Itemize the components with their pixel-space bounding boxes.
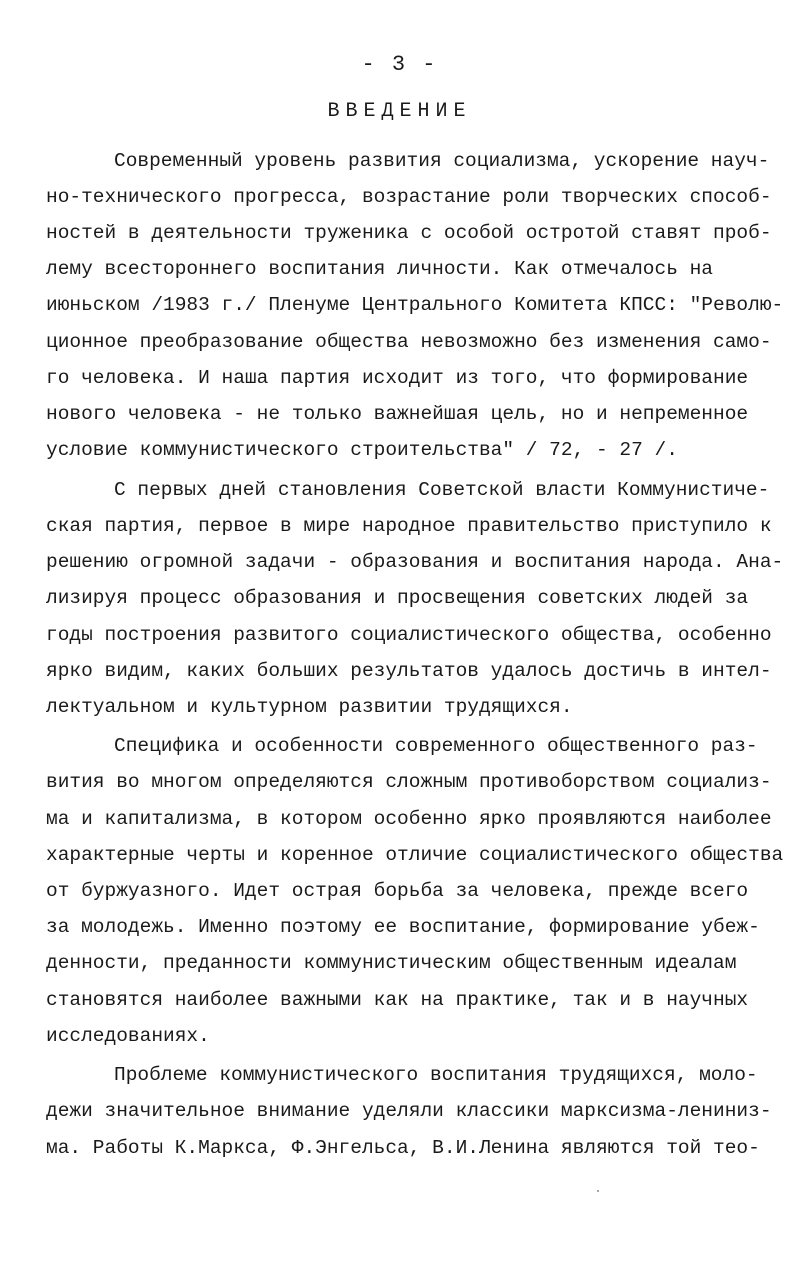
text-line: ма. Работы К.Маркса, Ф.Энгельса, В.И.Ленина являются той тео- (46, 1137, 760, 1159)
text-line: условие коммунистического строительства" / 72, - 27 /. (46, 439, 678, 461)
text-line: Проблеме коммунистического воспитания трудящихся, моло- (114, 1064, 758, 1086)
text-line: становятся наиболее важными как на практике, так и в научных (46, 989, 749, 1011)
text-line: лему всестороннего воспитания личности. Как отмечалось на (46, 258, 714, 280)
text-line: июньском /1983 г./ Пленуме Центрального Комитета КПСС: "Револю- (46, 294, 784, 316)
text-line: за молодежь. Именно поэтому ее воспитание, формирование убеж- (46, 916, 760, 938)
text-line: вития во многом определяются сложным противоборством социализ- (46, 771, 772, 793)
section-heading: ВВЕДЕНИЕ (327, 100, 472, 123)
text-line: характерные черты и коренное отличие социалистического общества (46, 844, 784, 866)
text-line: денности, преданности коммунистическим общественным идеалам (46, 952, 737, 974)
text-line: ская партия, первое в мире народное правительство приступило к (46, 515, 772, 537)
text-line: исследованиях. (46, 1025, 210, 1047)
text-line: годы построения развитого социалистического общества, особенно (46, 624, 772, 646)
text-line: решению огромной задачи - образования и воспитания народа. Ана- (46, 551, 784, 573)
text-line: ярко видим, каких больших результатов удалось достичь в интел- (46, 660, 772, 682)
text-line: лектуальном и культурном развитии трудящихся. (46, 696, 573, 718)
text-line: го человека. И наша партия исходит из того, что формирование (46, 367, 749, 389)
text-line: лизируя процесс образования и просвещения советских людей за (46, 587, 749, 609)
text-line: дежи значительное внимание уделяли классики марксизма-лениниз- (46, 1100, 772, 1122)
text-line: Современный уровень развития социализма, ускорение науч- (114, 150, 770, 172)
text-line: Специфика и особенности современного общественного раз- (114, 735, 758, 757)
text-line: от буржуазного. Идет острая борьба за человека, прежде всего (46, 880, 749, 902)
text-line: но-технического прогресса, возрастание роли творческих способ- (46, 186, 772, 208)
text-line: С первых дней становления Советской власти Коммунистиче- (114, 479, 770, 501)
text-line: нового человека - не только важнейшая цель, но и непременное (46, 403, 749, 425)
text-line: ностей в деятельности труженика с особой остротой ставят проб- (46, 222, 772, 244)
paper-speck (597, 1190, 599, 1192)
page-number: - 3 - (361, 52, 438, 77)
text-line: ционное преобразование общества невозможно без изменения само- (46, 331, 772, 353)
text-line: ма и капитализма, в котором особенно ярко проявляются наиболее (46, 808, 772, 830)
